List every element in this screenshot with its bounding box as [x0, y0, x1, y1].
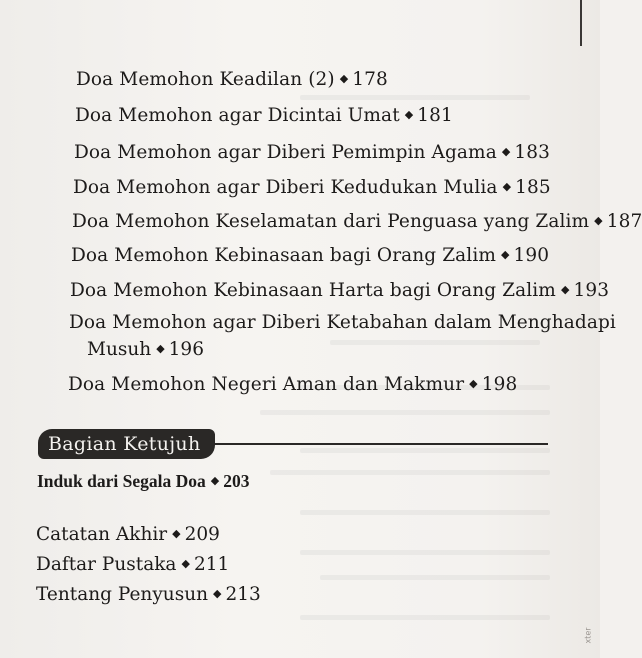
- diamond-separator-icon: ◆: [339, 72, 349, 85]
- diamond-separator-icon: ◆: [181, 557, 190, 570]
- bleed-through-line: [260, 410, 550, 415]
- back-matter-page: 209: [184, 524, 220, 545]
- toc-entry: [76, 67, 388, 92]
- back-matter-title: Catatan Akhir: [36, 524, 168, 545]
- bleed-through-line: [300, 510, 550, 515]
- toc-entry: [74, 140, 550, 165]
- bleed-through-line: [300, 95, 530, 100]
- back-matter-page: 211: [193, 554, 230, 575]
- toc-entry-continuation: [87, 337, 204, 362]
- diamond-separator-icon: ◆: [172, 527, 181, 540]
- back-matter-page: 213: [225, 584, 261, 605]
- diamond-separator-icon: ◆: [560, 283, 570, 296]
- diamond-separator-icon: ◆: [210, 475, 220, 487]
- toc-entry: [71, 243, 549, 268]
- toc-entry-page: 183: [514, 142, 551, 163]
- toc-entry-page: 190: [513, 245, 550, 266]
- bleed-through-line: [300, 550, 550, 555]
- diamond-separator-icon: ◆: [469, 377, 478, 390]
- toc-entry: [72, 209, 642, 234]
- toc-entry-page: 187: [606, 211, 642, 232]
- toc-entry-title: Doa Memohon agar Diberi Ketabahan dalam Menghadapi: [69, 312, 616, 333]
- toc-entry-title: Doa Memohon Negeri Aman dan Makmur: [68, 374, 465, 395]
- toc-entry-page: 181: [417, 105, 453, 126]
- toc-entry-title-cont: Musuh: [87, 339, 152, 360]
- diamond-separator-icon: ◆: [501, 145, 511, 158]
- bleed-through-line: [330, 340, 540, 345]
- bleed-through-line: [300, 448, 550, 453]
- toc-entry-title: Doa Memohon agar Dicintai Umat: [75, 105, 400, 126]
- diamond-separator-icon: ◆: [404, 108, 414, 121]
- diamond-separator-icon: ◆: [594, 214, 603, 227]
- toc-entry-title: Doa Memohon Kebinasaan Harta bagi Orang Zalim: [70, 280, 556, 301]
- diamond-separator-icon: ◆: [500, 248, 510, 261]
- toc-entry: [68, 372, 517, 397]
- page-edge-mark: [580, 0, 582, 46]
- back-matter-entry: [36, 552, 229, 577]
- toc-entry: [73, 175, 551, 200]
- toc-entry-title: Doa Memohon Keadilan (2): [76, 69, 335, 90]
- section-entry-page: 203: [223, 471, 250, 491]
- toc-entry-page: 198: [481, 374, 518, 395]
- toc-entry-page: 196: [168, 339, 204, 360]
- bleed-through-line: [300, 615, 550, 620]
- edge-text: xter: [583, 627, 593, 644]
- toc-entry-title: Doa Memohon Kebinasaan bagi Orang Zalim: [71, 245, 496, 266]
- bleed-through-line: [270, 470, 550, 475]
- toc-entry-page: 193: [573, 280, 610, 301]
- toc-entry-title: Doa Memohon Keselamatan dari Penguasa yang Zalim: [72, 211, 590, 232]
- toc-entry-page: 178: [352, 69, 388, 90]
- toc-entry: [69, 311, 616, 335]
- section-entry-title: Induk dari Segala Doa: [37, 471, 206, 491]
- diamond-separator-icon: ◆: [502, 180, 512, 193]
- bleed-through-line: [320, 575, 550, 580]
- toc-entry-title: Doa Memohon agar Diberi Kedudukan Mulia: [73, 177, 498, 198]
- toc-entry: [70, 278, 609, 303]
- toc-entry-page: 185: [515, 177, 551, 198]
- diamond-separator-icon: ◆: [156, 342, 165, 355]
- toc-entry-title: Doa Memohon agar Diberi Pemimpin Agama: [74, 142, 497, 163]
- diamond-separator-icon: ◆: [213, 587, 222, 600]
- toc-entry: [75, 103, 453, 128]
- back-matter-entry: [36, 522, 220, 547]
- back-matter-entry: [36, 582, 261, 607]
- section-entry: [37, 469, 249, 493]
- section-header: Bagian Ketujuh: [38, 429, 215, 459]
- back-matter-title: Tentang Penyusun: [36, 584, 209, 605]
- back-matter-title: Daftar Pustaka: [36, 554, 177, 575]
